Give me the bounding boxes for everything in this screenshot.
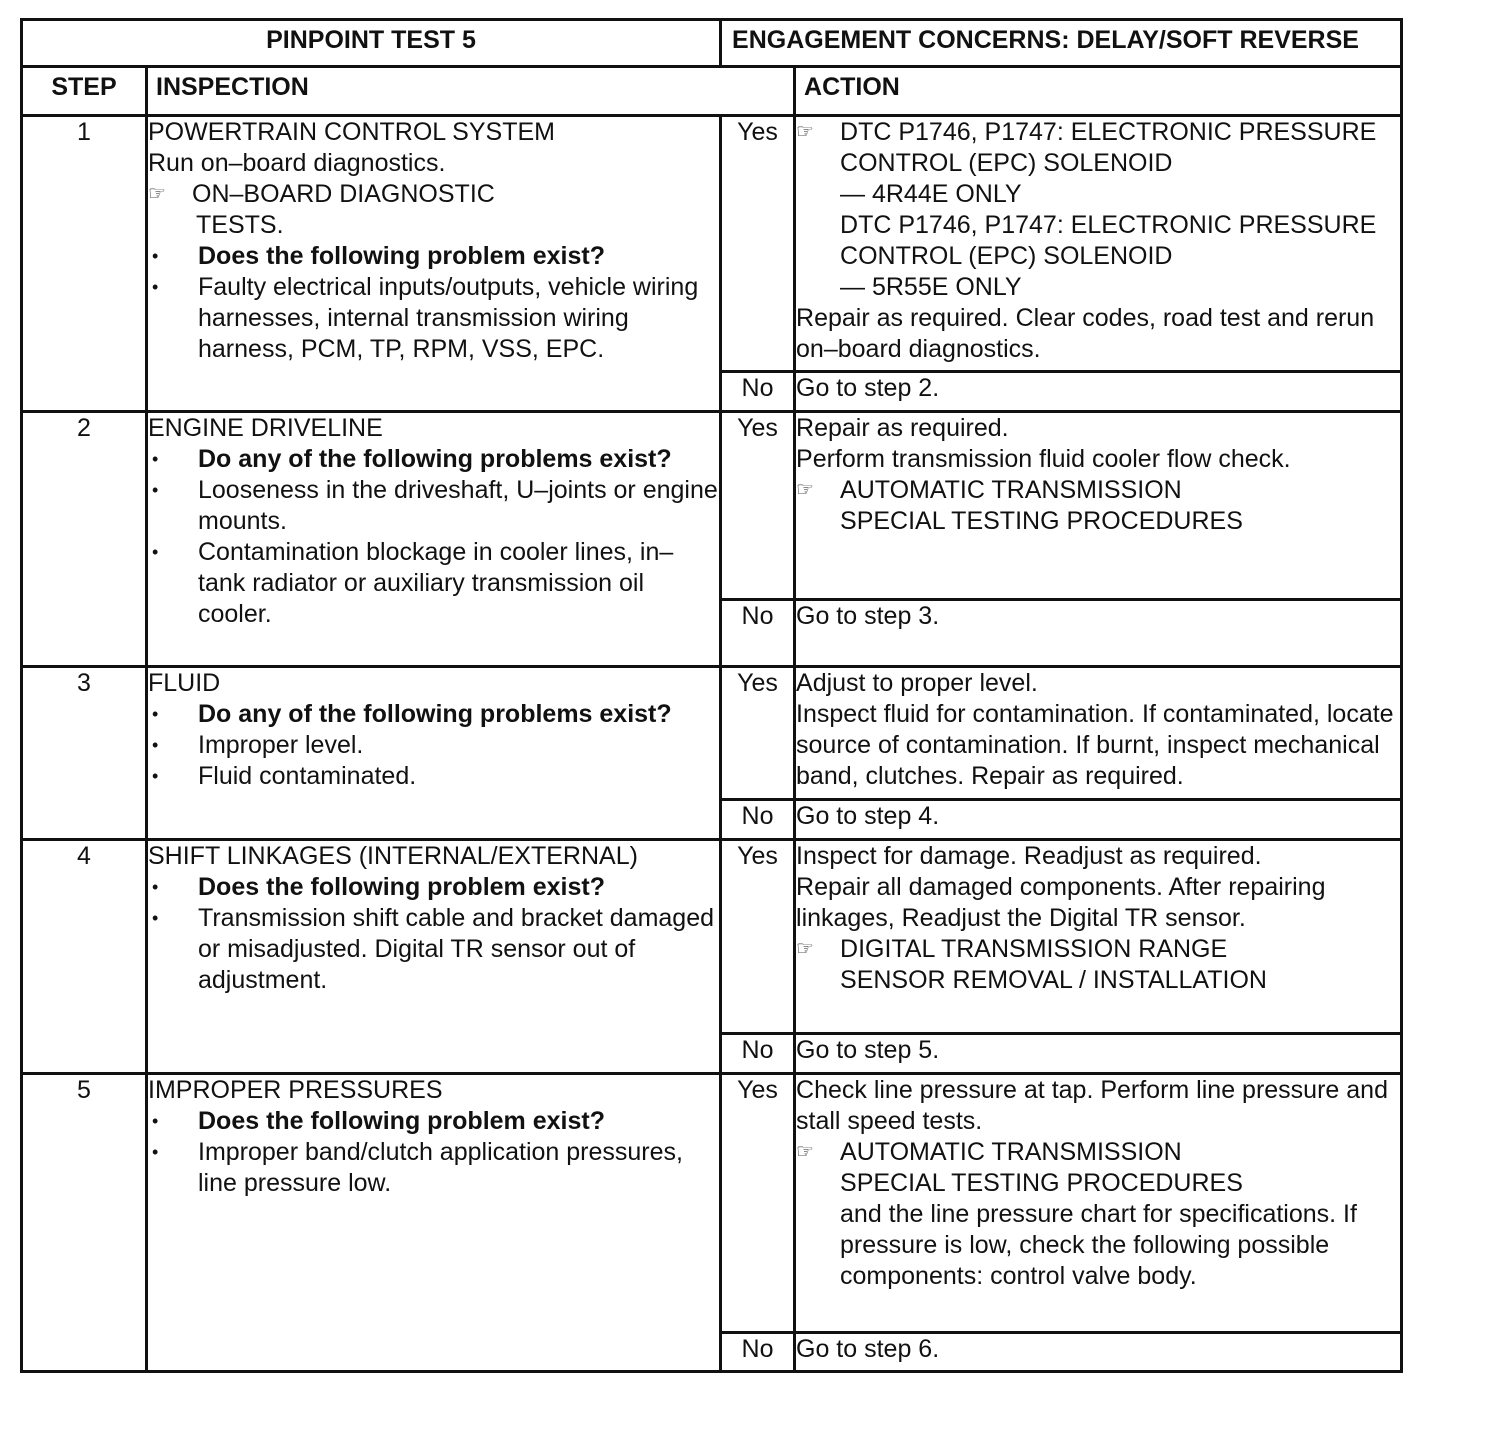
yes-label: Yes (721, 840, 795, 1034)
bullet-item (148, 1137, 719, 1199)
step-3-yes-row (22, 667, 1402, 800)
yes-label: Yes (721, 412, 795, 600)
reference-link[interactable]: DIGITAL TRANSMISSION RANGE (840, 935, 1228, 963)
action-text: Adjust to proper level. (796, 669, 1038, 697)
step-1-inspection (147, 116, 721, 412)
step-number: 5 (22, 1074, 147, 1372)
question-text: Do any of the following problems exist? (198, 700, 672, 728)
action-text: Repair as required. (796, 414, 1009, 442)
reference-link[interactable]: SPECIAL TESTING PROCEDURES (840, 1169, 1243, 1197)
action-text: Perform transmission fluid cooler flow check. (796, 445, 1291, 473)
step-2-inspection (147, 412, 721, 667)
no-label: No (721, 800, 795, 840)
step-4-inspection (147, 840, 721, 1074)
column-header-row (22, 67, 1402, 116)
action-text: Repair as required. Clear codes, road test and rerun on–board diagnostics. (796, 304, 1375, 363)
step-5-yes-row (22, 1074, 1402, 1333)
yes-label: Yes (721, 116, 795, 372)
bullet-icon: • (152, 735, 159, 755)
bullet-icon: • (152, 246, 159, 266)
reference-link[interactable]: SENSOR REMOVAL / INSTALLATION (840, 966, 1267, 994)
bullet-icon: • (152, 542, 159, 562)
bullet-icon: • (152, 908, 159, 928)
pinpoint-test-table (20, 18, 1403, 1373)
inspection-reference (148, 179, 719, 210)
reference-link[interactable] (840, 117, 1400, 303)
yes-label: Yes (721, 1074, 795, 1333)
inspection-title: IMPROPER PRESSURES (148, 1076, 443, 1104)
bullet-item (148, 761, 719, 792)
action-text: Check line pressure at tap. Perform line pressure and stall speed tests. (796, 1076, 1388, 1135)
step-2-yes-row (22, 412, 1402, 600)
dtc-text: DTC P1746, P1747: ELECTRONIC PRESSURE CONTROL (EPC) SOLENOID (840, 211, 1377, 270)
question-text: Does the following problem exist? (198, 873, 605, 901)
step-1-yes-action (795, 116, 1402, 372)
action-reference (796, 934, 1400, 965)
action-reference (796, 1137, 1400, 1168)
inspection-title: FLUID (148, 669, 221, 697)
bullet-icon: • (152, 766, 159, 786)
action-text: and the line pressure chart for specifications. If pressure is low, check the following possible components: control valve body. (840, 1200, 1357, 1290)
bullet-icon: • (152, 704, 159, 724)
reference-hand-icon: ☞ (796, 938, 814, 960)
no-label: No (721, 600, 795, 667)
reference-hand-icon: ☞ (796, 121, 814, 143)
bullet-text: Improper level. (198, 731, 364, 759)
dtc-text: — 5R55E ONLY (840, 273, 1022, 301)
bullet-text: Faulty electrical inputs/outputs, vehicle wiring harnesses, internal transmission wiring harness, PCM, TP, RPM, VSS, EPC. (198, 273, 699, 363)
no-label: No (721, 1034, 795, 1074)
step-3-inspection (147, 667, 721, 840)
reference-link[interactable]: AUTOMATIC TRANSMISSION (840, 1138, 1182, 1166)
question-text: Does the following problem exist? (198, 242, 605, 270)
bullet-icon: • (152, 449, 159, 469)
action-text: Inspect for damage. Readjust as required. (796, 842, 1262, 870)
bullet-question (148, 872, 719, 903)
inspection-line: Run on–board diagnostics. (148, 149, 446, 177)
action-text: Inspect fluid for contamination. If contaminated, locate source of contamination. If burnt, inspect mechanical band, clutches. Repair as required. (796, 700, 1394, 790)
bullet-icon: • (152, 277, 159, 297)
inspection-title: POWERTRAIN CONTROL SYSTEM (148, 118, 555, 146)
action-text: Repair all damaged components. After repairing linkages, Readjust the Digital TR sensor. (796, 873, 1326, 932)
bullet-question (148, 241, 719, 272)
table-header-row (22, 20, 1402, 67)
bullet-question (148, 699, 719, 730)
action-text: Go to step 6. (795, 1333, 1402, 1372)
bullet-icon: • (152, 1142, 159, 1162)
test-id: PINPOINT TEST 5 (22, 20, 721, 67)
bullet-icon: • (152, 1111, 159, 1131)
reference-link[interactable]: TESTS. (196, 211, 284, 239)
step-1-yes-row (22, 116, 1402, 372)
bullet-question (148, 1106, 719, 1137)
column-header-step: STEP (22, 67, 147, 116)
yes-label: Yes (721, 667, 795, 800)
step-5-yes-action (795, 1074, 1402, 1333)
bullet-text: Fluid contaminated. (198, 762, 417, 790)
bullet-item (148, 537, 719, 630)
no-label: No (721, 1333, 795, 1372)
reference-hand-icon: ☞ (796, 479, 814, 501)
step-5-inspection (147, 1074, 721, 1372)
no-label: No (721, 372, 795, 412)
step-number: 4 (22, 840, 147, 1074)
step-number: 1 (22, 116, 147, 412)
step-3-yes-action (795, 667, 1402, 800)
column-header-action: ACTION (795, 67, 1402, 116)
bullet-item (148, 903, 719, 996)
bullet-icon: • (152, 480, 159, 500)
reference-hand-icon: ☞ (796, 1141, 814, 1163)
inspection-title: ENGINE DRIVELINE (148, 414, 383, 442)
reference-hand-icon: ☞ (148, 183, 166, 205)
step-4-yes-action (795, 840, 1402, 1034)
bullet-text: Transmission shift cable and bracket damaged or misadjusted. Digital TR sensor out of adjustment. (198, 904, 715, 994)
step-2-yes-action (795, 412, 1402, 600)
bullet-item (148, 475, 719, 537)
action-reference (796, 475, 1400, 506)
bullet-text: Contamination blockage in cooler lines, in–tank radiator or auxiliary transmission oil cooler. (198, 538, 674, 628)
action-reference (796, 117, 1400, 303)
action-text: Go to step 5. (795, 1034, 1402, 1074)
reference-link[interactable]: SPECIAL TESTING PROCEDURES (840, 507, 1243, 535)
inspection-title: SHIFT LINKAGES (INTERNAL/EXTERNAL) (148, 842, 638, 870)
reference-link[interactable]: AUTOMATIC TRANSMISSION (840, 476, 1182, 504)
bullet-text: Improper band/clutch application pressures, line pressure low. (198, 1138, 683, 1197)
bullet-text: Looseness in the driveshaft, U–joints or engine mounts. (198, 476, 718, 535)
bullet-item (148, 272, 719, 365)
dtc-text: — 4R44E ONLY (840, 180, 1022, 208)
column-header-inspection: INSPECTION (147, 67, 795, 116)
question-text: Does the following problem exist? (198, 1107, 605, 1135)
step-4-yes-row (22, 840, 1402, 1034)
step-number: 2 (22, 412, 147, 667)
bullet-icon: • (152, 877, 159, 897)
action-text: Go to step 4. (795, 800, 1402, 840)
action-text: Go to step 2. (795, 372, 1402, 412)
question-text: Do any of the following problems exist? (198, 445, 672, 473)
bullet-item (148, 730, 719, 761)
reference-link[interactable]: ON–BOARD DIAGNOSTIC (192, 180, 495, 208)
bullet-question (148, 444, 719, 475)
step-number: 3 (22, 667, 147, 840)
dtc-text: DTC P1746, P1747: ELECTRONIC PRESSURE CONTROL (EPC) SOLENOID (840, 118, 1377, 177)
action-text: Go to step 3. (795, 600, 1402, 667)
test-title: ENGAGEMENT CONCERNS: DELAY/SOFT REVERSE (721, 20, 1402, 67)
